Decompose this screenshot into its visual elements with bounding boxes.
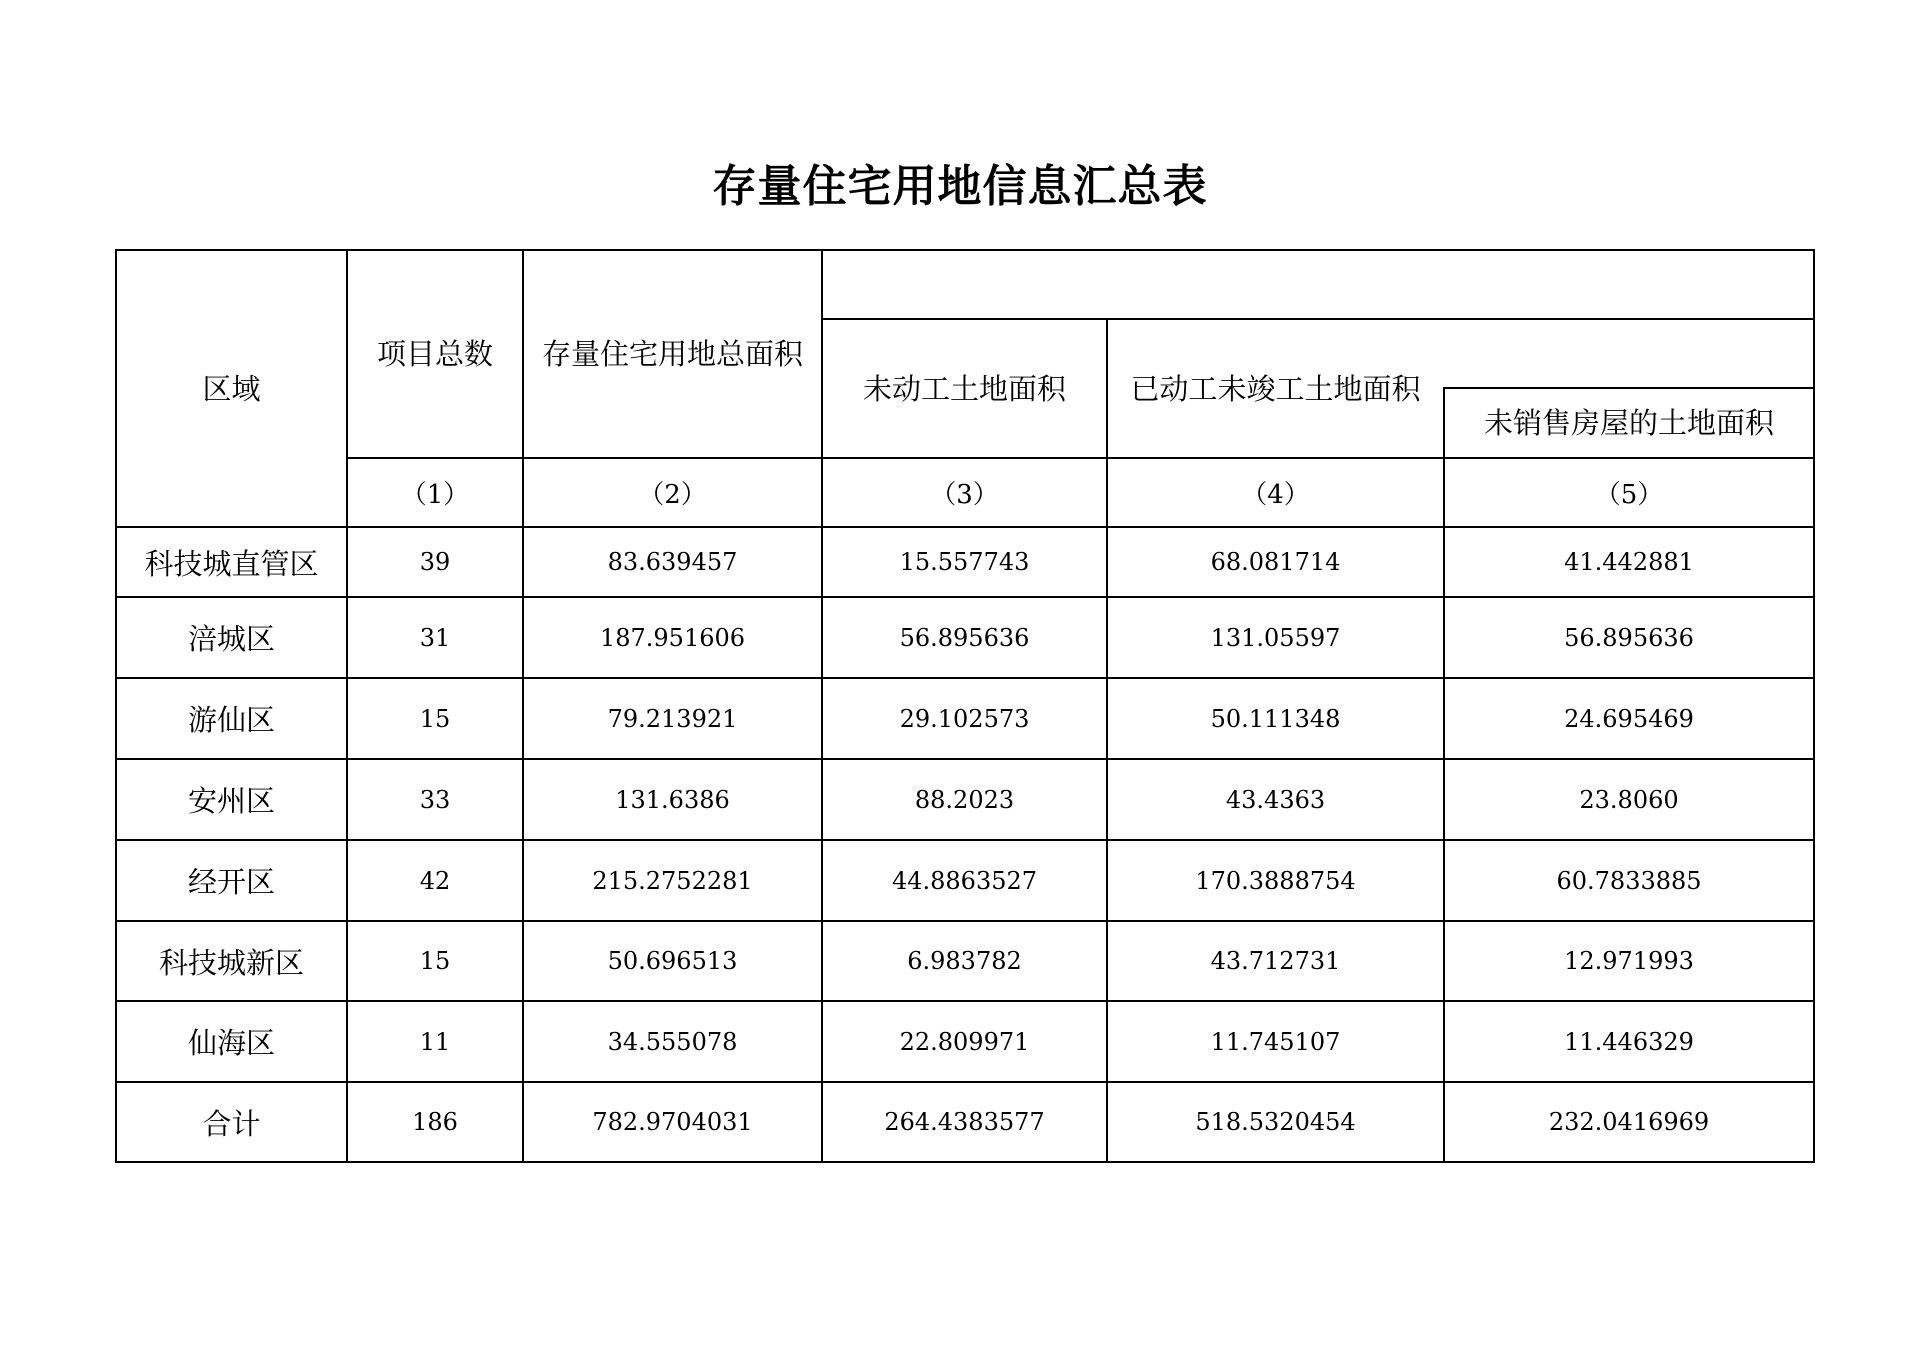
cell-started: 68.081714 <box>1107 527 1444 597</box>
table-row <box>116 678 1814 759</box>
index-label: （3） <box>822 458 1107 527</box>
cell-started: 50.111348 <box>1107 678 1444 759</box>
index-label: （1） <box>347 458 523 527</box>
cell-not-started: 22.809971 <box>822 1001 1107 1082</box>
cell-not-started: 44.8863527 <box>822 840 1107 921</box>
index-label: （4） <box>1107 458 1444 527</box>
cell-started: 131.05597 <box>1107 597 1444 678</box>
index-label: （2） <box>523 458 822 527</box>
header-total-area: 存量住宅用地总面积 <box>523 250 822 458</box>
cell-not-started: 6.983782 <box>822 921 1107 1001</box>
cell-region: 合计 <box>116 1082 347 1162</box>
cell-count: 31 <box>347 597 523 678</box>
header-project-count: 项目总数 <box>347 250 523 458</box>
cell-not-started: 15.557743 <box>822 527 1107 597</box>
cell-count: 33 <box>347 759 523 840</box>
header-unsold: 未销售房屋的土地面积 <box>1444 388 1814 458</box>
header-empty-top <box>822 250 1814 319</box>
cell-total: 34.555078 <box>523 1001 822 1082</box>
cell-count: 39 <box>347 527 523 597</box>
header-row-1 <box>116 250 1814 319</box>
cell-not-started: 29.102573 <box>822 678 1107 759</box>
cell-total: 50.696513 <box>523 921 822 1001</box>
cell-unsold: 56.895636 <box>1444 597 1814 678</box>
cell-unsold: 24.695469 <box>1444 678 1814 759</box>
table-row <box>116 1001 1814 1082</box>
cell-started: 43.4363 <box>1107 759 1444 840</box>
summary-table <box>115 249 1815 1163</box>
header-started-unfinished: 已动工未竣工土地面积 <box>1107 319 1444 458</box>
cell-count: 42 <box>347 840 523 921</box>
cell-unsold: 60.7833885 <box>1444 840 1814 921</box>
cell-unsold: 12.971993 <box>1444 921 1814 1001</box>
cell-count: 15 <box>347 921 523 1001</box>
cell-unsold: 23.8060 <box>1444 759 1814 840</box>
cell-total: 79.213921 <box>523 678 822 759</box>
cell-not-started: 88.2023 <box>822 759 1107 840</box>
cell-total: 83.639457 <box>523 527 822 597</box>
cell-not-started: 264.4383577 <box>822 1082 1107 1162</box>
table-row <box>116 527 1814 597</box>
cell-count: 186 <box>347 1082 523 1162</box>
header-empty-mid <box>1444 319 1814 388</box>
index-label: （5） <box>1444 458 1814 527</box>
header-not-started: 未动工土地面积 <box>822 319 1107 458</box>
cell-unsold: 41.442881 <box>1444 527 1814 597</box>
cell-region: 经开区 <box>116 840 347 921</box>
index-row <box>116 458 1814 527</box>
cell-region: 科技城新区 <box>116 921 347 1001</box>
cell-started: 518.5320454 <box>1107 1082 1444 1162</box>
cell-unsold: 11.446329 <box>1444 1001 1814 1082</box>
total-row <box>116 1082 1814 1162</box>
cell-total: 131.6386 <box>523 759 822 840</box>
cell-unsold: 232.0416969 <box>1444 1082 1814 1162</box>
page-title: 存量住宅用地信息汇总表 <box>712 161 1208 212</box>
table-row <box>116 597 1814 678</box>
cell-total: 187.951606 <box>523 597 822 678</box>
header-region: 区域 <box>116 250 347 527</box>
table-row <box>116 759 1814 840</box>
cell-region: 仙海区 <box>116 1001 347 1082</box>
cell-not-started: 56.895636 <box>822 597 1107 678</box>
cell-count: 11 <box>347 1001 523 1082</box>
cell-started: 11.745107 <box>1107 1001 1444 1082</box>
table-row <box>116 921 1814 1001</box>
cell-total: 215.2752281 <box>523 840 822 921</box>
cell-region: 游仙区 <box>116 678 347 759</box>
cell-count: 15 <box>347 678 523 759</box>
cell-total: 782.9704031 <box>523 1082 822 1162</box>
cell-region: 涪城区 <box>116 597 347 678</box>
cell-region: 安州区 <box>116 759 347 840</box>
cell-started: 170.3888754 <box>1107 840 1444 921</box>
cell-started: 43.712731 <box>1107 921 1444 1001</box>
cell-region: 科技城直管区 <box>116 527 347 597</box>
table-row <box>116 840 1814 921</box>
